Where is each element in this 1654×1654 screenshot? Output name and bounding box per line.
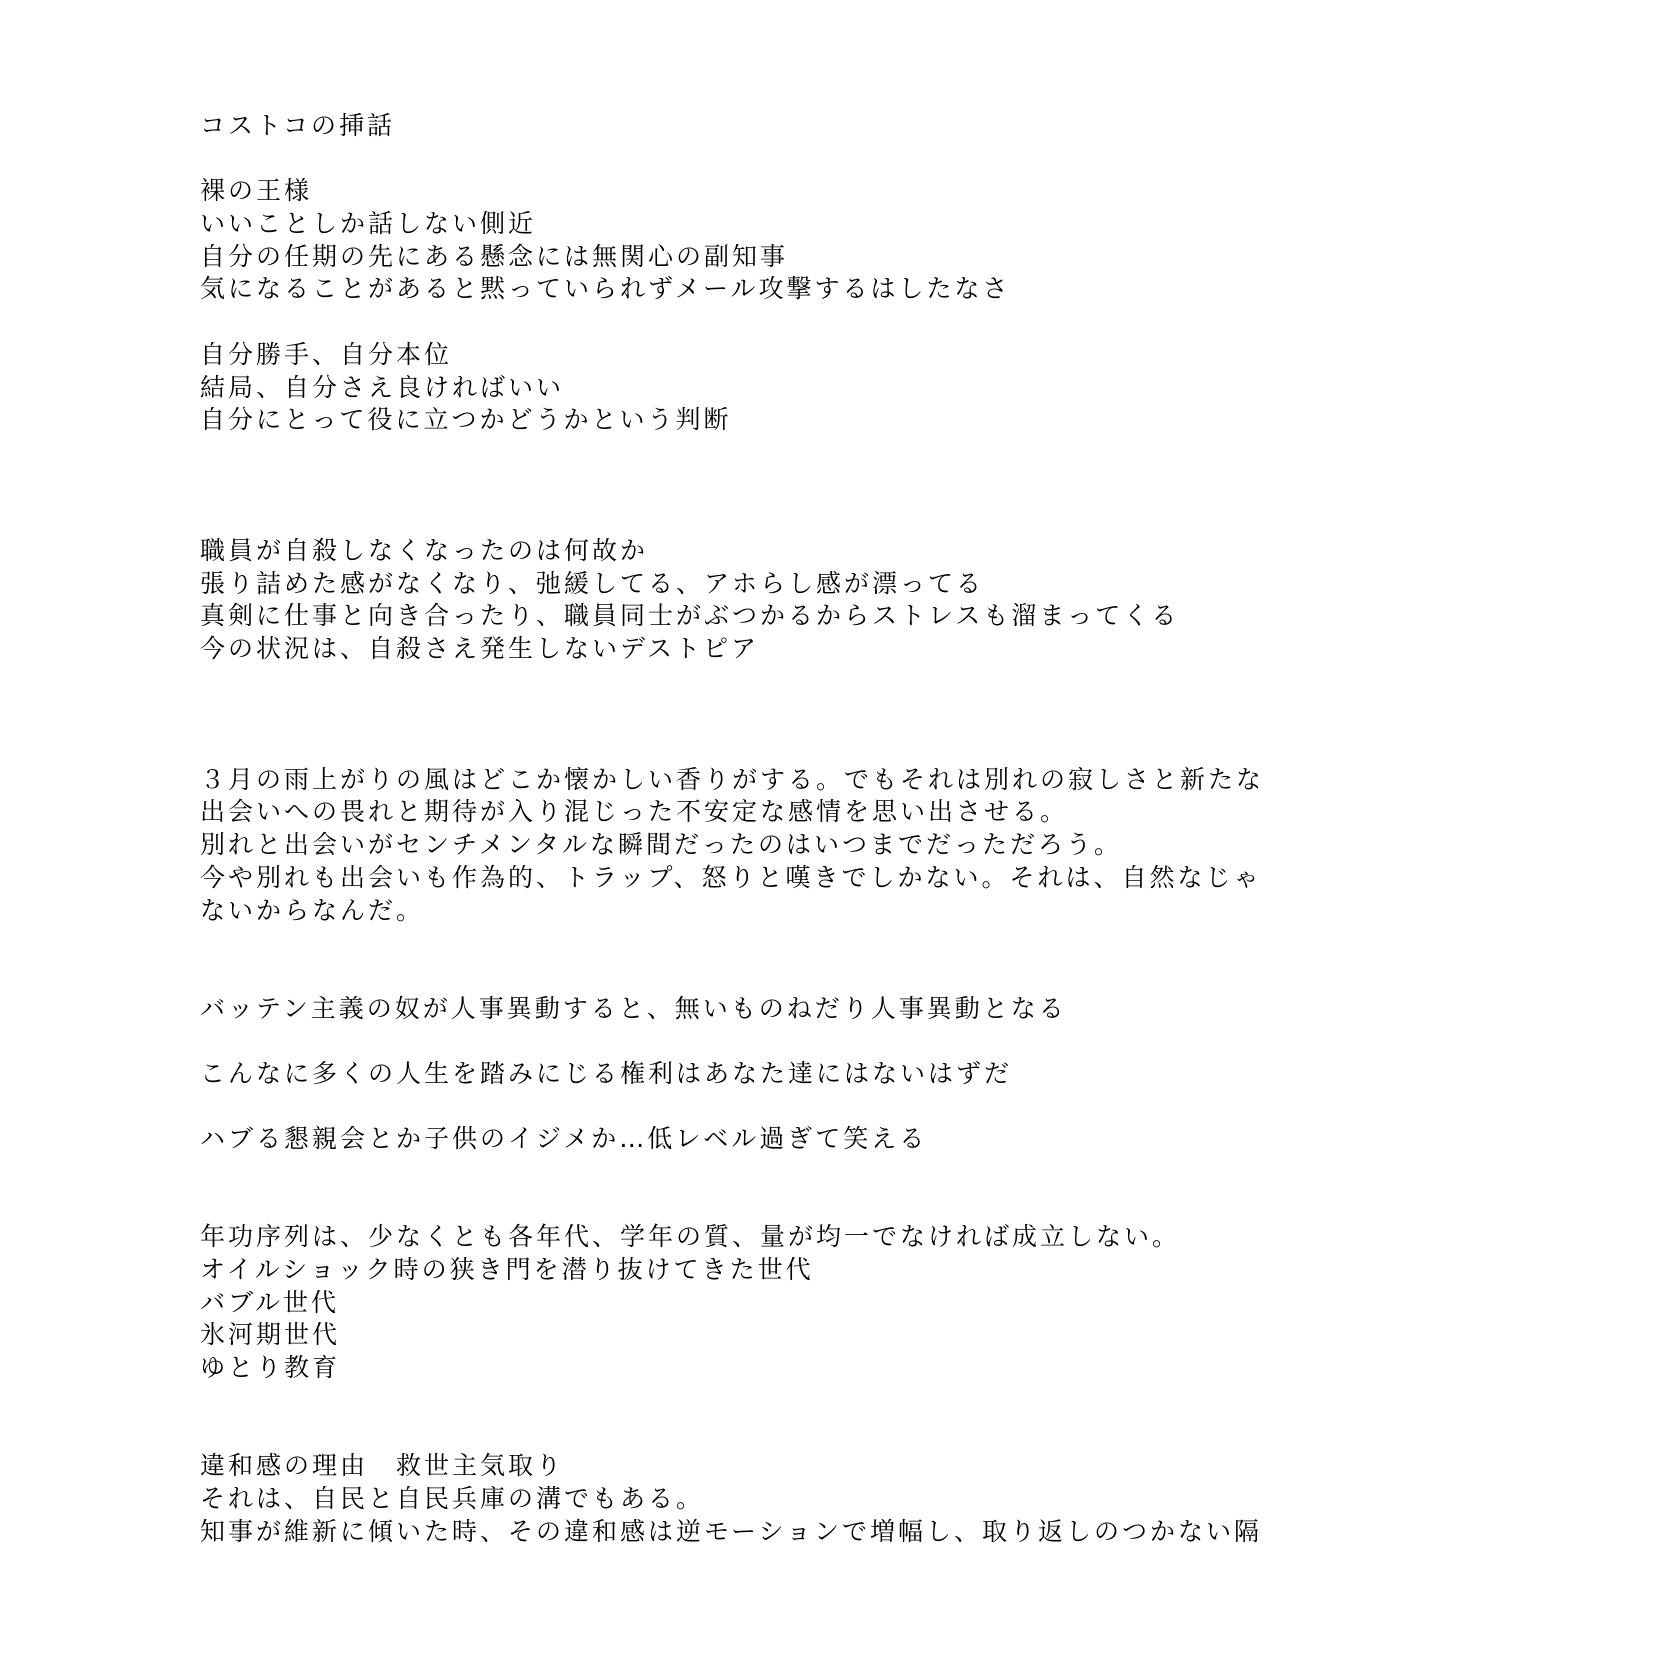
text-line: 裸の王様 — [200, 176, 313, 206]
text-line: 知事が維新に傾いた時、その違和感は逆モーションで増幅し、取り返しのつかない隔 — [200, 1516, 1263, 1546]
text-line: 自分の任期の先にある懸念には無関心の副知事 — [200, 241, 789, 271]
blank-line — [200, 502, 1500, 535]
text-line: 自分勝手、自分本位 — [200, 339, 453, 369]
text-line: ゆとり教育 — [200, 1353, 341, 1383]
blank-line — [200, 698, 1500, 731]
text-line: ないからなんだ。 — [200, 895, 425, 925]
text-line: 出会いへの畏れと期待が入り混じった不安定な感情を思い出させる。 — [200, 797, 1069, 827]
text-line: 結局、自分さえ良ければいい — [200, 372, 565, 402]
text-line: 別れと出会いがセンチメンタルな瞬間だったのはいつまでだっただろう。 — [200, 830, 1123, 860]
blank-line — [200, 470, 1500, 503]
text-line: それは、自民と自民兵庫の溝でもある。 — [200, 1483, 705, 1513]
text-line: 年功序列は、少なくとも各年代、学年の質、量が均一でなければ成立しない。 — [200, 1222, 1181, 1252]
text-line: バッテン主義の奴が人事異動すると、無いものねだり人事異動となる — [200, 993, 1067, 1023]
text-line: 張り詰めた感がなくなり、弛緩してる、アホらし感が漂ってる — [200, 568, 985, 598]
text-line: 氷河期世代 — [200, 1320, 341, 1350]
text-line: オイルショック時の狭き門を潜り抜けてきた世代 — [200, 1255, 814, 1285]
text-line: 今や別れも出会いも作為的、トラップ、怒りと嘆きでしかない。それは、自然なじゃ — [200, 862, 1262, 892]
blank-line — [200, 666, 1500, 699]
blank-line — [200, 1189, 1500, 1222]
blank-line — [200, 1025, 1500, 1058]
blank-line — [200, 1156, 1500, 1189]
text-line: 違和感の理由 救世主気取り — [200, 1451, 565, 1481]
text-line: 職員が自殺しなくなったのは何故か — [200, 535, 649, 565]
text-line: 自分にとって役に立つかどうかという判断 — [200, 405, 732, 435]
text-line: こんなに多くの人生を踏みにじる権利はあなた達にはないはずだ — [200, 1058, 1013, 1088]
blank-line — [200, 960, 1500, 993]
text-line: ハブる懇親会とか子供のイジメか…低レベル過ぎて笑える — [200, 1124, 928, 1154]
text-line: 真剣に仕事と向き合ったり、職員同士がぶつかるからストレスも溜まってくる — [200, 601, 1180, 631]
text-line: 今の状況は、自殺さえ発生しないデストピア — [200, 634, 760, 663]
blank-line — [200, 1385, 1500, 1418]
blank-line — [200, 927, 1500, 960]
text-line: バブル世代 — [200, 1287, 340, 1317]
blank-line — [200, 1418, 1500, 1451]
blank-line — [200, 1091, 1500, 1124]
text-line: 気になることがあると黙っていられずメール攻撃するはしたなさ — [200, 274, 1011, 304]
blank-line — [200, 731, 1500, 764]
blank-line — [200, 143, 1500, 176]
text-line: ３月の雨上がりの風はどこか懐かしい香りがする。でもそれは別れの寂しさと新たな — [200, 764, 1265, 794]
document-body — [200, 110, 1500, 1548]
text-line: いいことしか話しない側近 — [200, 209, 537, 239]
text-line: コストコの挿話 — [200, 111, 396, 140]
blank-line — [200, 437, 1500, 470]
blank-line — [200, 306, 1500, 339]
